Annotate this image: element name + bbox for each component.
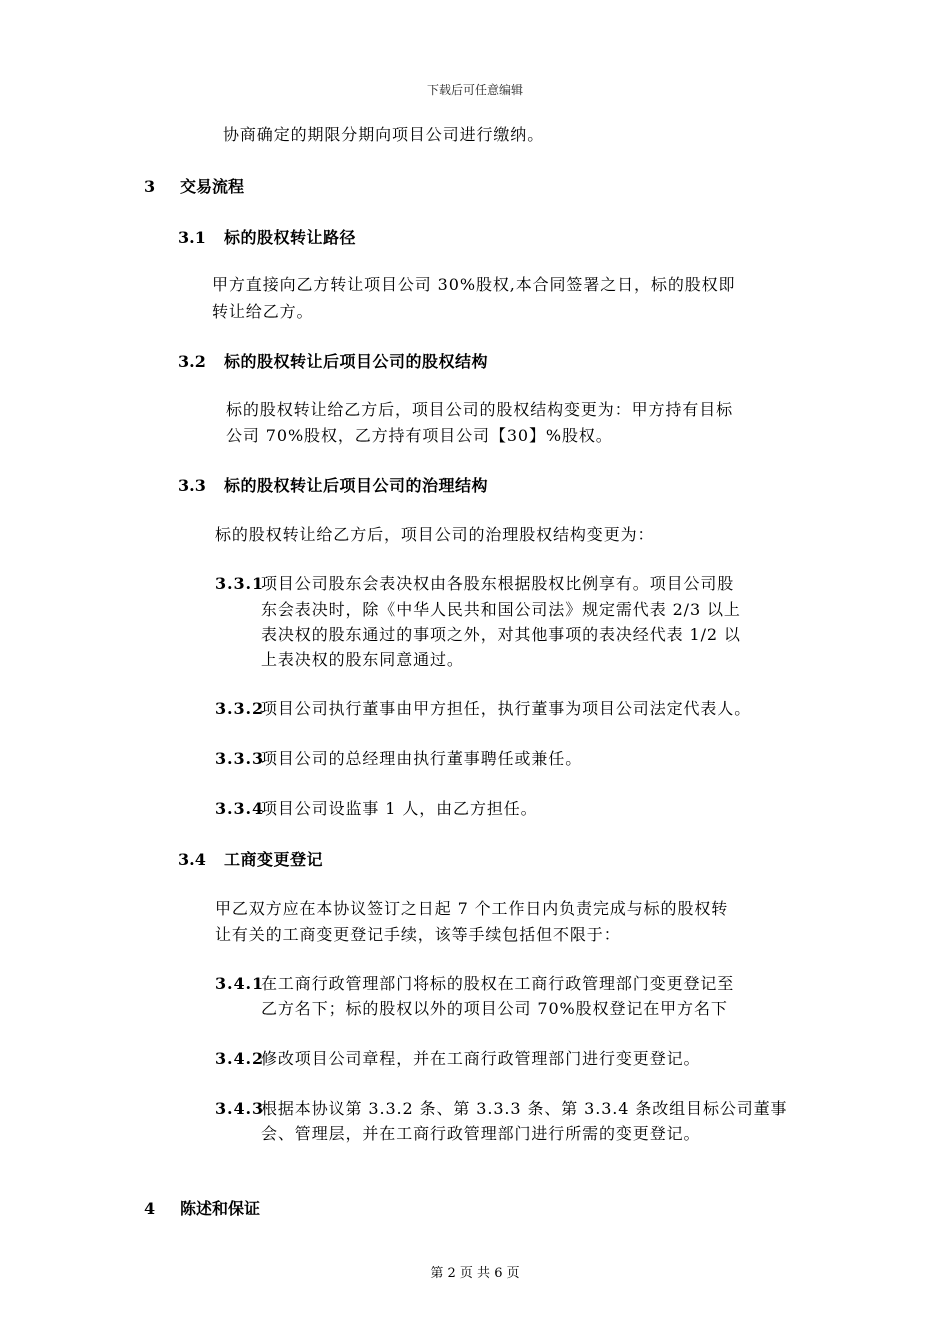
section-3-2-heading bbox=[178, 349, 488, 372]
clause-3-4-2 bbox=[215, 1046, 700, 1069]
section-number: 3.4 bbox=[178, 850, 206, 869]
section-number: 3.2 bbox=[178, 352, 206, 371]
clause-3-3-3 bbox=[215, 746, 582, 769]
section-title: 标的股权转让后项目公司的股权结构 bbox=[224, 352, 489, 371]
clause-3-3-4 bbox=[215, 796, 538, 819]
paragraph-line: 标的股权转让给乙方后，项目公司的股权结构变更为：甲方持有目标 bbox=[226, 400, 734, 419]
section-number: 3.1 bbox=[178, 228, 206, 247]
clause-3-4-3 bbox=[215, 1096, 787, 1119]
clause-number: 3.3.4 bbox=[215, 799, 265, 818]
clause-line: 东会表决时，除《中华人民共和国公司法》规定需代表 2/3 以上 bbox=[261, 600, 741, 619]
section-3-heading bbox=[144, 174, 244, 197]
clause-line: 乙方名下；标的股权以外的项目公司 70%股权登记在甲方名下 bbox=[261, 999, 728, 1018]
section-title: 交易流程 bbox=[180, 177, 245, 196]
paragraph-line: 让有关的工商变更登记手续，该等手续包括但不限于： bbox=[215, 925, 621, 944]
clause-number: 3.4.1 bbox=[215, 974, 265, 993]
clause-line: 表决权的股东通过的事项之外，对其他事项的表决经代表 1/2 以 bbox=[261, 625, 741, 644]
section-title: 工商变更登记 bbox=[224, 850, 324, 869]
paragraph-line: 标的股权转让给乙方后，项目公司的治理股权结构变更为： bbox=[215, 525, 655, 544]
clause-number: 3.4.2 bbox=[215, 1049, 265, 1068]
section-3-3-heading bbox=[178, 473, 488, 496]
clause-text: 项目公司股东会表决权由各股东根据股权比例享有。项目公司股 bbox=[261, 574, 735, 593]
page-footer: 第 2 页 共 6 页 bbox=[430, 1266, 520, 1281]
page-header: 下载后可任意编辑 bbox=[426, 83, 523, 97]
clause-3-3-1 bbox=[215, 571, 734, 594]
clause-number: 3.3.1 bbox=[215, 574, 265, 593]
section-3-4-heading bbox=[178, 847, 323, 870]
section-4-heading bbox=[144, 1196, 260, 1219]
section-title: 标的股权转让后项目公司的治理结构 bbox=[224, 476, 489, 495]
section-title: 陈述和保证 bbox=[180, 1199, 261, 1218]
clause-text: 根据本协议第 3.3.2 条、第 3.3.3 条、第 3.3.4 条改组目标公司董事 bbox=[261, 1099, 788, 1118]
clause-number: 3.3.2 bbox=[215, 699, 265, 718]
paragraph-line: 甲方直接向乙方转让项目公司 30%股权,本合同签署之日，标的股权即 bbox=[212, 275, 736, 294]
section-number: 3 bbox=[144, 177, 156, 196]
clause-line: 上表决权的股东同意通过。 bbox=[261, 650, 464, 669]
section-number: 4 bbox=[144, 1199, 156, 1218]
clause-number: 3.3.3 bbox=[215, 749, 265, 768]
clause-text: 项目公司执行董事由甲方担任，执行董事为项目公司法定代表人。 bbox=[261, 699, 752, 718]
paragraph-line: 甲乙双方应在本协议签订之日起 7 个工作日内负责完成与标的股权转 bbox=[215, 899, 729, 918]
section-title: 标的股权转让路径 bbox=[224, 228, 357, 247]
clause-text: 项目公司的总经理由执行董事聘任或兼任。 bbox=[261, 749, 583, 768]
clause-3-3-2 bbox=[215, 696, 751, 719]
paragraph-line: 转让给乙方。 bbox=[212, 302, 314, 321]
paragraph-line: 公司 70%股权，乙方持有项目公司【30】%股权。 bbox=[226, 426, 613, 445]
clause-line: 会、管理层，并在工商行政管理部门进行所需的变更登记。 bbox=[261, 1124, 701, 1143]
section-3-1-heading bbox=[178, 225, 356, 248]
section-number: 3.3 bbox=[178, 476, 206, 495]
clause-number: 3.4.3 bbox=[215, 1099, 265, 1118]
clause-text: 在工商行政管理部门将标的股权在工商行政管理部门变更登记至 bbox=[261, 974, 735, 993]
clause-3-4-1 bbox=[215, 971, 734, 994]
clause-text: 项目公司设监事 1 人，由乙方担任。 bbox=[261, 799, 538, 818]
paragraph-continuation: 协商确定的期限分期向项目公司进行缴纳。 bbox=[223, 125, 545, 144]
clause-text: 修改项目公司章程，并在工商行政管理部门进行变更登记。 bbox=[261, 1049, 701, 1068]
